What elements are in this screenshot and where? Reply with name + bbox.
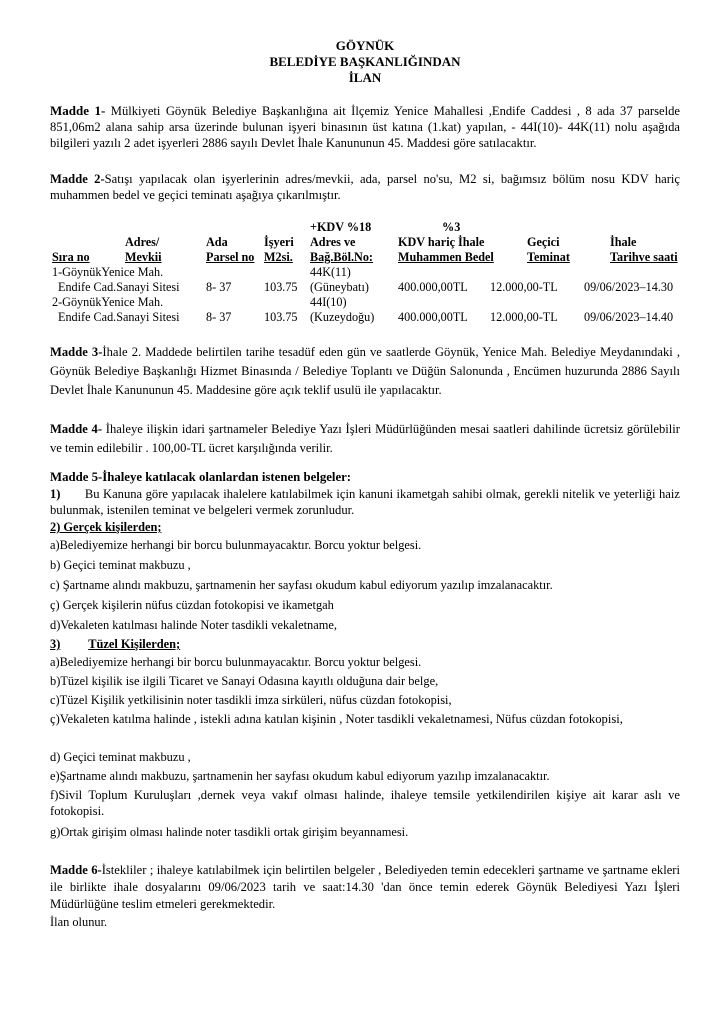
row-1-ada-parsel: 8- 37 — [206, 280, 232, 294]
madde-4-text: İhaleye ilişkin idari şartnameler Belediye Yazı İşleri Müdürlüğünden mesai saatleri dahilinde ücretsiz görülebilir ve temin edilebilir . 100,00-TL ücret karşılığında verilir. — [50, 422, 680, 455]
header-adres: Adres/ — [125, 235, 160, 249]
header-office: BELEDİYE BAŞKANLIĞINDAN — [269, 54, 461, 69]
tuzel-kisiler-title-line — [50, 636, 680, 652]
madde-6-label: Madde 6- — [50, 863, 102, 877]
row-2-bb-no: 44I(10) — [310, 295, 347, 309]
header-bag-bol-no: Bağ.Böl.No: — [310, 250, 373, 264]
madde-1-paragraph — [50, 103, 680, 151]
row-2-bedel: 400.000,00TL — [398, 310, 468, 324]
madde-5-item-1-no: 1) — [50, 487, 61, 501]
tuzel-item-c: c)Tüzel Kişilik yetkilisinin noter tasdikli imza sirküleri, nüfus cüzdan fotokopisi, — [50, 693, 452, 707]
row-2-direction: (Kuzeydoğu) — [310, 310, 375, 324]
madde-3-label: Madde 3- — [50, 345, 103, 359]
row-1-bedel: 400.000,00TL — [398, 280, 468, 294]
madde-1-text: Mülkiyeti Göynük Belediye Başkanlığına ait İlçemiz Yenice Mahallesi ,Endife Caddesi , 8 ada 37 parselde 851,06m2 alana sahip arsa üzerinde bulunan işyeri binasının üst katına (1.kat) yapılan, - 44I(10)- 44K(11) nolu aşağıda bilgileri yazılı 2 adet işyerleri 2886 sayılı Devlet İhale Kanununun 45. Maddesi göre satılacaktır. — [50, 104, 680, 150]
madde-2-paragraph — [50, 171, 680, 203]
header-muhammen-bedel: Muhammen Bedel — [398, 250, 494, 264]
header-kdv18: +KDV %18 — [310, 220, 372, 234]
row-2-tarih: 09/06/2023–14.40 — [584, 310, 674, 324]
header-parsel-no: Parsel no — [206, 250, 255, 264]
madde-3-paragraph — [50, 343, 680, 400]
row-2-m2: 103.75 — [264, 310, 298, 324]
gercek-item-d: d)Vekaleten katılması halinde Noter tasdikli vekaletname, — [50, 618, 337, 632]
madde-2-text: Satışı yapılacak olan işyerlerinin adres/mevkii, ada, parsel no'su, M2 si, bağımsız bölüm nosu KDV hariç muhammen bedel ve geçici teminatı aşağıya çıkarılmıştır. — [50, 172, 681, 202]
madde-2-label: Madde 2- — [50, 172, 105, 186]
madde-6-paragraph — [50, 862, 680, 913]
header-sira-no: Sıra no — [52, 250, 90, 264]
row-1-location: 1-GöynükYenice Mah. — [52, 265, 164, 279]
closing-text: İlan olunur. — [50, 915, 108, 929]
gercek-item-c: c) Şartname alındı makbuzu, şartnamenin her sayfası okudum kabul ediyorum yazılıp imzalanacaktır. — [50, 578, 553, 592]
gercek-item-b: b) Geçici teminat makbuzu , — [50, 558, 191, 572]
gercek-item-a: a)Belediyemize herhangi bir borcu bulunmayacaktır. Borcu yoktur belgesi. — [50, 538, 422, 552]
header-ilan: İLAN — [348, 70, 382, 85]
gercek-kisiler-title: 2) Gerçek kişilerden; — [50, 520, 162, 534]
row-2-address: Endife Cad.Sanayi Sitesi — [58, 310, 180, 324]
tuzel-item-a: a)Belediyemize herhangi bir borcu bulunmayacaktır. Borcu yoktur belgesi. — [50, 655, 422, 669]
header-gecici: Geçici — [527, 235, 560, 249]
row-1-bb-no: 44K(11) — [310, 265, 351, 279]
header-mevkii: Mevkii — [125, 250, 162, 264]
header-ihale: İhale — [610, 235, 637, 249]
row-2-teminat: 12.000,00-TL — [490, 310, 558, 324]
madde-3-text: İhale 2. Maddede belirtilen tarihe tesadüf eden gün ve saatlerde Göynük, Yenice Mah. Belediye Meydanındaki , Göynük Belediye Başkanlığı Hizmet Binasında / Belediye Toplantı ve Düğün Salonunda , Encümen huzurunda 2886 Sayılı Devlet İhale Kanununun 45. Maddesine göre açık teklif usulü ile yapılacaktır. — [50, 345, 681, 397]
row-2-location: 2-GöynükYenice Mah. — [52, 295, 164, 309]
madde-6-text: İstekliler ; ihaleye katılabilmek için belirtilen belgeler , Belediyeden temin edecekleri şartname ve şartname ekleri ile birlikte ihale dosyalarını 09/06/2023 tarih ve saat:14.30 'dan önce temin ederek Göynük Belediyesi Yazı İşleri Müdürlüğüne teslim etmeleri gerekmektedir. — [50, 863, 681, 911]
tuzel-item-g: g)Ortak girişim olması halinde noter tasdikli ortak girişim beyannamesi. — [50, 825, 409, 839]
tuzel-item-b: b)Tüzel kişilik ise ilgili Ticaret ve Sanayi Odasına kayıtlı olduğuna dair belge, — [50, 674, 439, 688]
madde-5-item-1-text: Bu Kanuna göre yapılacak ihalelere katılabilmek için kanuni ikametgah sahibi olmak, gerekli nitelik ve yeterliği haiz bulunmak, istenilen teminat ve belgeleri vermek zorunludur. — [50, 487, 680, 517]
header-m2si: M2si. — [264, 250, 293, 264]
tuzel-item-e: e)Şartname alındı makbuzu, şartnamenin her sayfası okudum kabul ediyorum yazılıp imzalanacaktır. — [50, 769, 550, 783]
row-1-teminat: 12.000,00-TL — [490, 280, 558, 294]
madde-4-paragraph — [50, 420, 680, 458]
header-pct3: %3 — [442, 220, 461, 234]
header-kdv-haric: KDV hariç İhale — [398, 235, 485, 249]
tuzel-item-f: f)Sivil Toplum Kuruluşları ,dernek veya vakıf olması halinde, ihaleye temsile yetkilendirilen kişiye ait karar aslı ve fotokopisi. — [50, 788, 680, 818]
row-2-ada-parsel: 8- 37 — [206, 310, 232, 324]
row-1-m2: 103.75 — [264, 280, 298, 294]
gercek-item-cc: ç) Gerçek kişilerin nüfus cüzdan fotokopisi ve ikametgah — [50, 598, 334, 612]
header-adres-ve: Adres ve — [310, 235, 356, 249]
madde-5-title: Madde 5-İhaleye katılacak olanlardan istenen belgeler: — [50, 470, 352, 484]
row-1-direction: (Güneybatı) — [310, 280, 369, 294]
row-1-address: Endife Cad.Sanayi Sitesi — [58, 280, 180, 294]
madde-5-item-1 — [50, 486, 680, 518]
row-1-tarih: 09/06/2023–14.30 — [584, 280, 674, 294]
header-teminat: Teminat — [527, 250, 570, 264]
tuzel-no: 3) — [50, 637, 61, 651]
header-ada: Ada — [206, 235, 228, 249]
tuzel-item-d: d) Geçici teminat makbuzu , — [50, 750, 191, 764]
tuzel-title: Tüzel Kişilerden; — [88, 637, 181, 651]
header-town: GÖYNÜK — [335, 38, 395, 53]
tuzel-item-cc: ç)Vekaleten katılma halinde , istekli adına katılan kişinin , Noter tasdikli vekaletnamesi, Nüfus cüzdan fotokopisi, — [50, 712, 623, 726]
header-tarih-saati: Tarihve saati — [610, 250, 678, 264]
header-isyeri: İşyeri — [264, 235, 294, 249]
madde-1-label: Madde 1- — [50, 103, 106, 118]
madde-4-label: Madde 4- — [50, 422, 103, 436]
